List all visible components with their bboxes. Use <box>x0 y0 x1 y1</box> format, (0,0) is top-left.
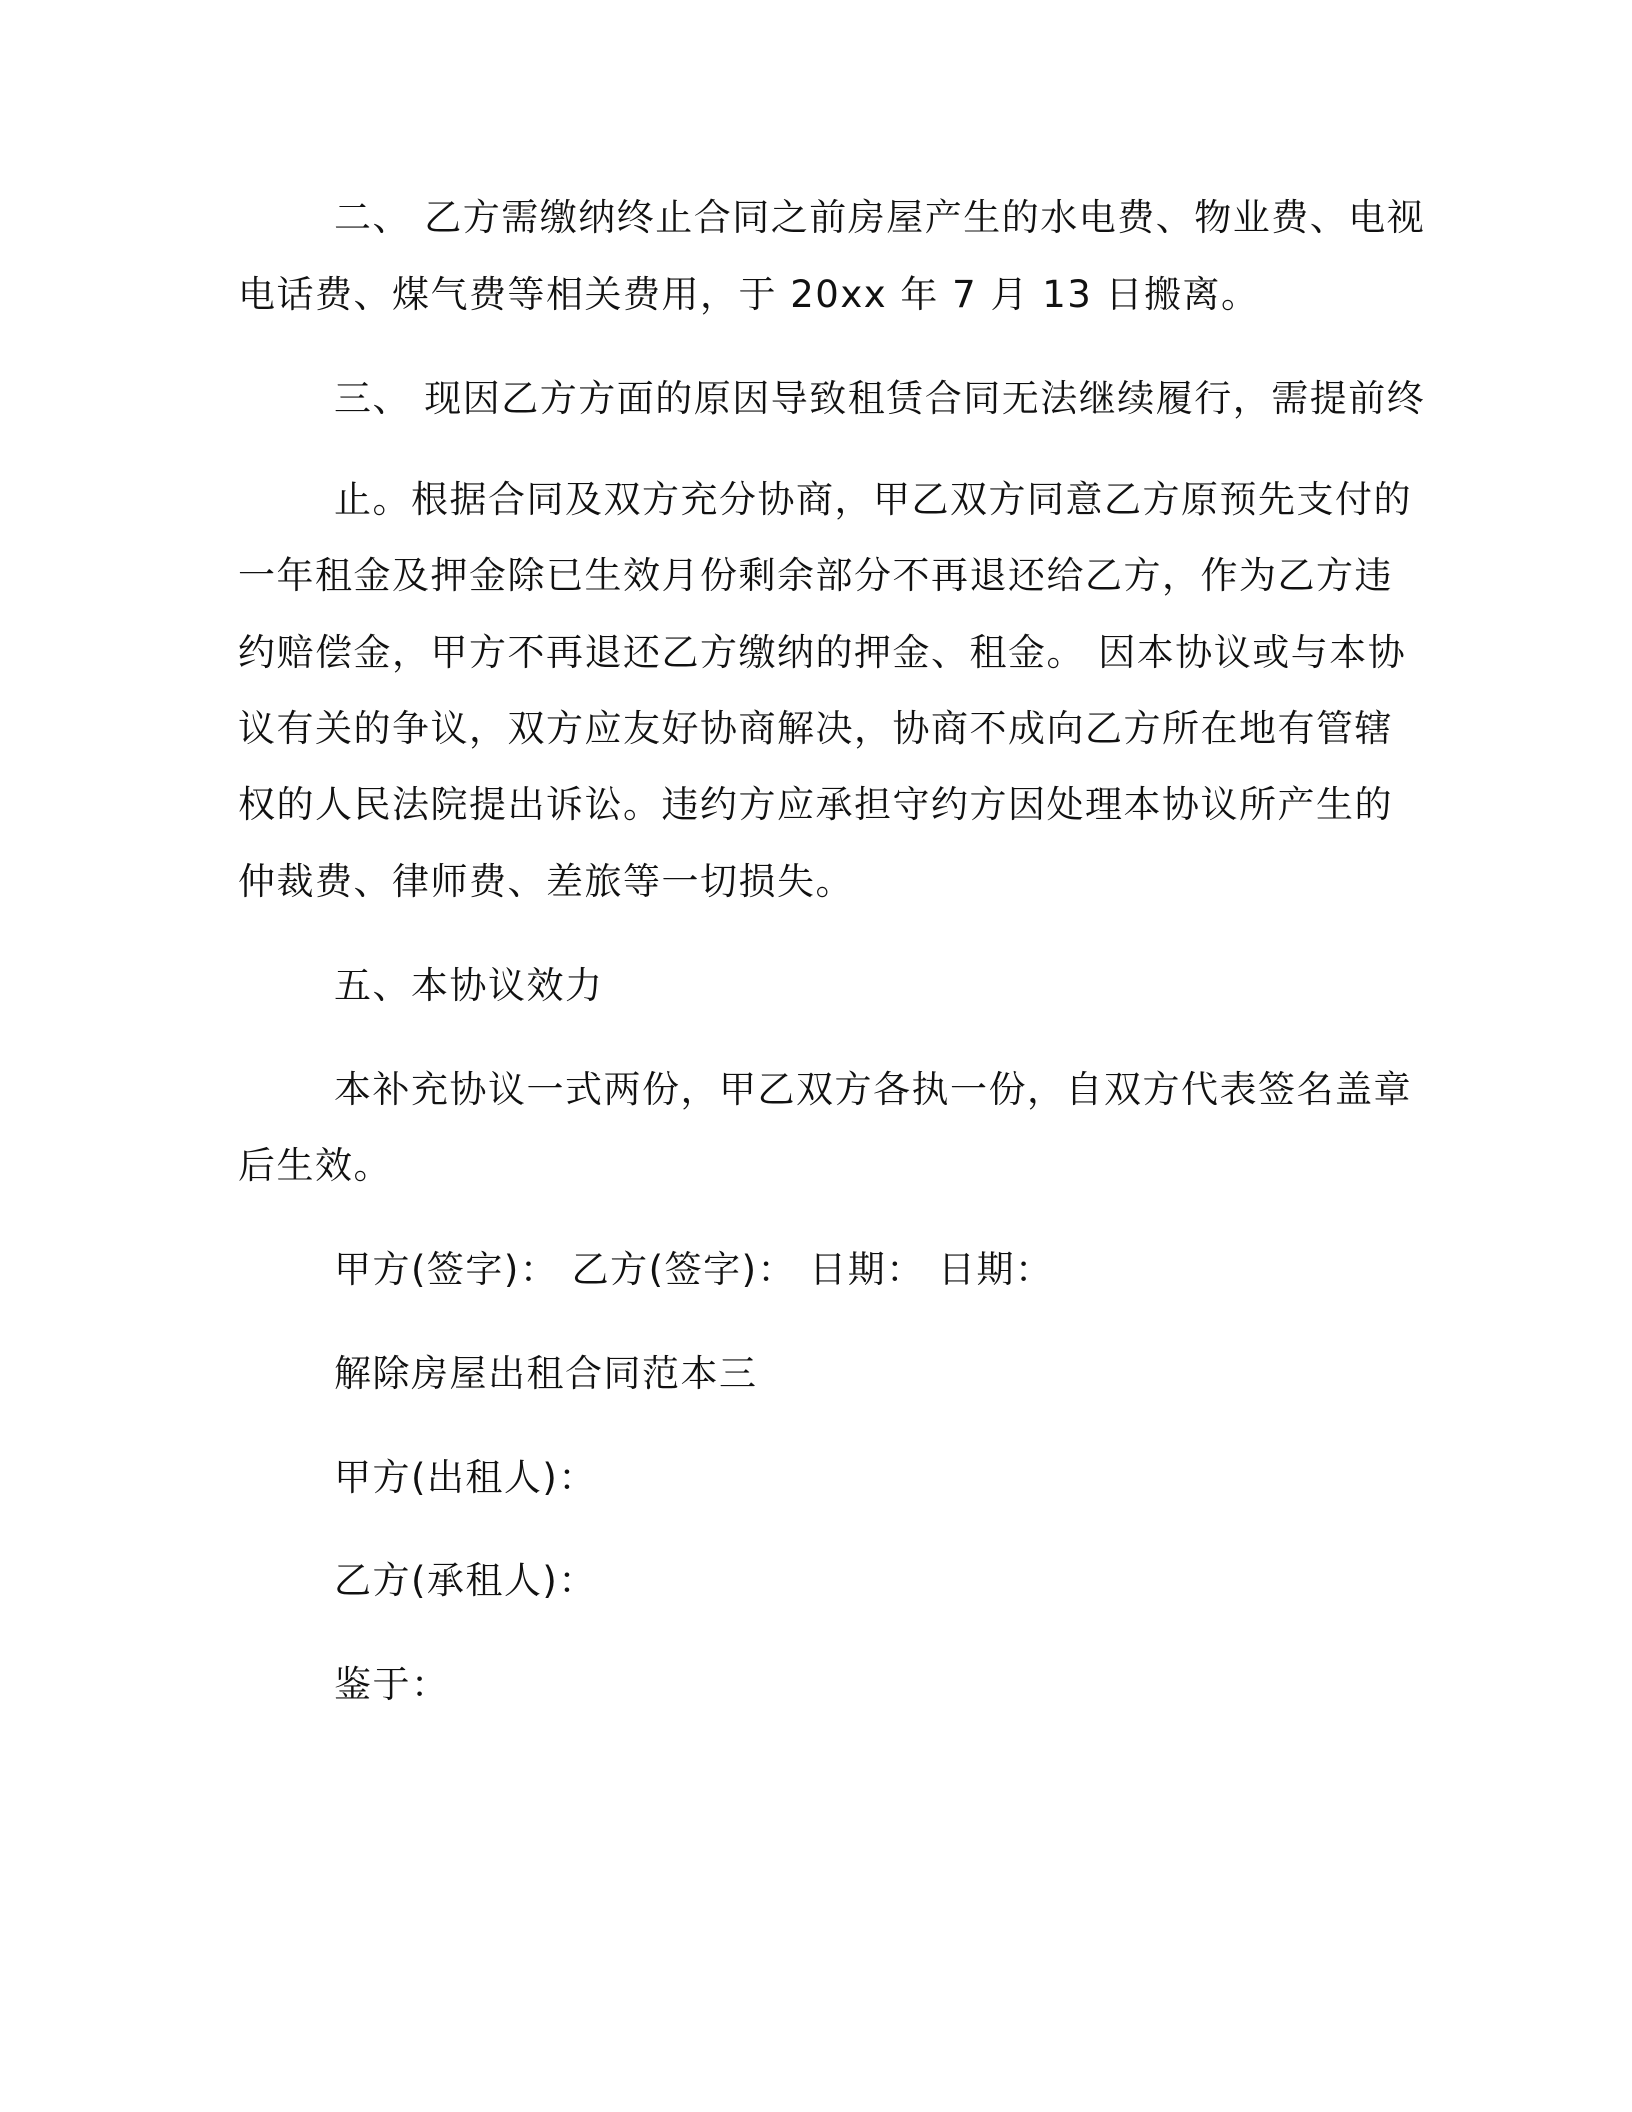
party-a-field: 甲方(出租人)： <box>334 1456 597 1499</box>
clause-3-line-7: 仲裁费、律师费、差旅等一切损失。 <box>238 860 854 903</box>
party-b-field: 乙方(承租人)： <box>334 1559 597 1602</box>
clause-3-line-5: 议有关的争议，双方应友好协商解决，协商不成向乙方所在地有管辖 <box>238 707 1393 750</box>
effect-line-1: 本补充协议一式两份，甲乙双方各执一份，自双方代表签名盖章 <box>334 1068 1412 1111</box>
clause-3-line-4: 约赔偿金，甲方不再退还乙方缴纳的押金、租金。 因本协议或与本协 <box>238 631 1407 674</box>
clause-3-line-2: 止。根据合同及双方充分协商，甲乙双方同意乙方原预先支付的 <box>334 478 1412 521</box>
template-title: 解除房屋出租合同范本三 <box>334 1352 758 1395</box>
effect-line-2: 后生效。 <box>238 1144 392 1187</box>
clause-2-line-1: 二、 乙方需缴纳终止合同之前房屋产生的水电费、物业费、电视 <box>334 196 1426 239</box>
section-5-heading: 五、本协议效力 <box>334 964 604 1007</box>
whereas-label: 鉴于： <box>334 1663 450 1706</box>
clause-3-line-3: 一年租金及押金除已生效月份剩余部分不再退还给乙方，作为乙方违 <box>238 554 1393 597</box>
signature-line: 甲方(签字)： 乙方(签字)： 日期： 日期： <box>334 1248 1054 1291</box>
clause-3-line-6: 权的人民法院提出诉讼。违约方应承担守约方因处理本协议所产生的 <box>238 783 1393 826</box>
clause-2-line-2: 电话费、煤气费等相关费用，于 20xx 年 7 月 13 日搬离。 <box>238 273 1260 316</box>
clause-3-line-1: 三、 现因乙方方面的原因导致租赁合同无法继续履行，需提前终 <box>334 377 1426 420</box>
